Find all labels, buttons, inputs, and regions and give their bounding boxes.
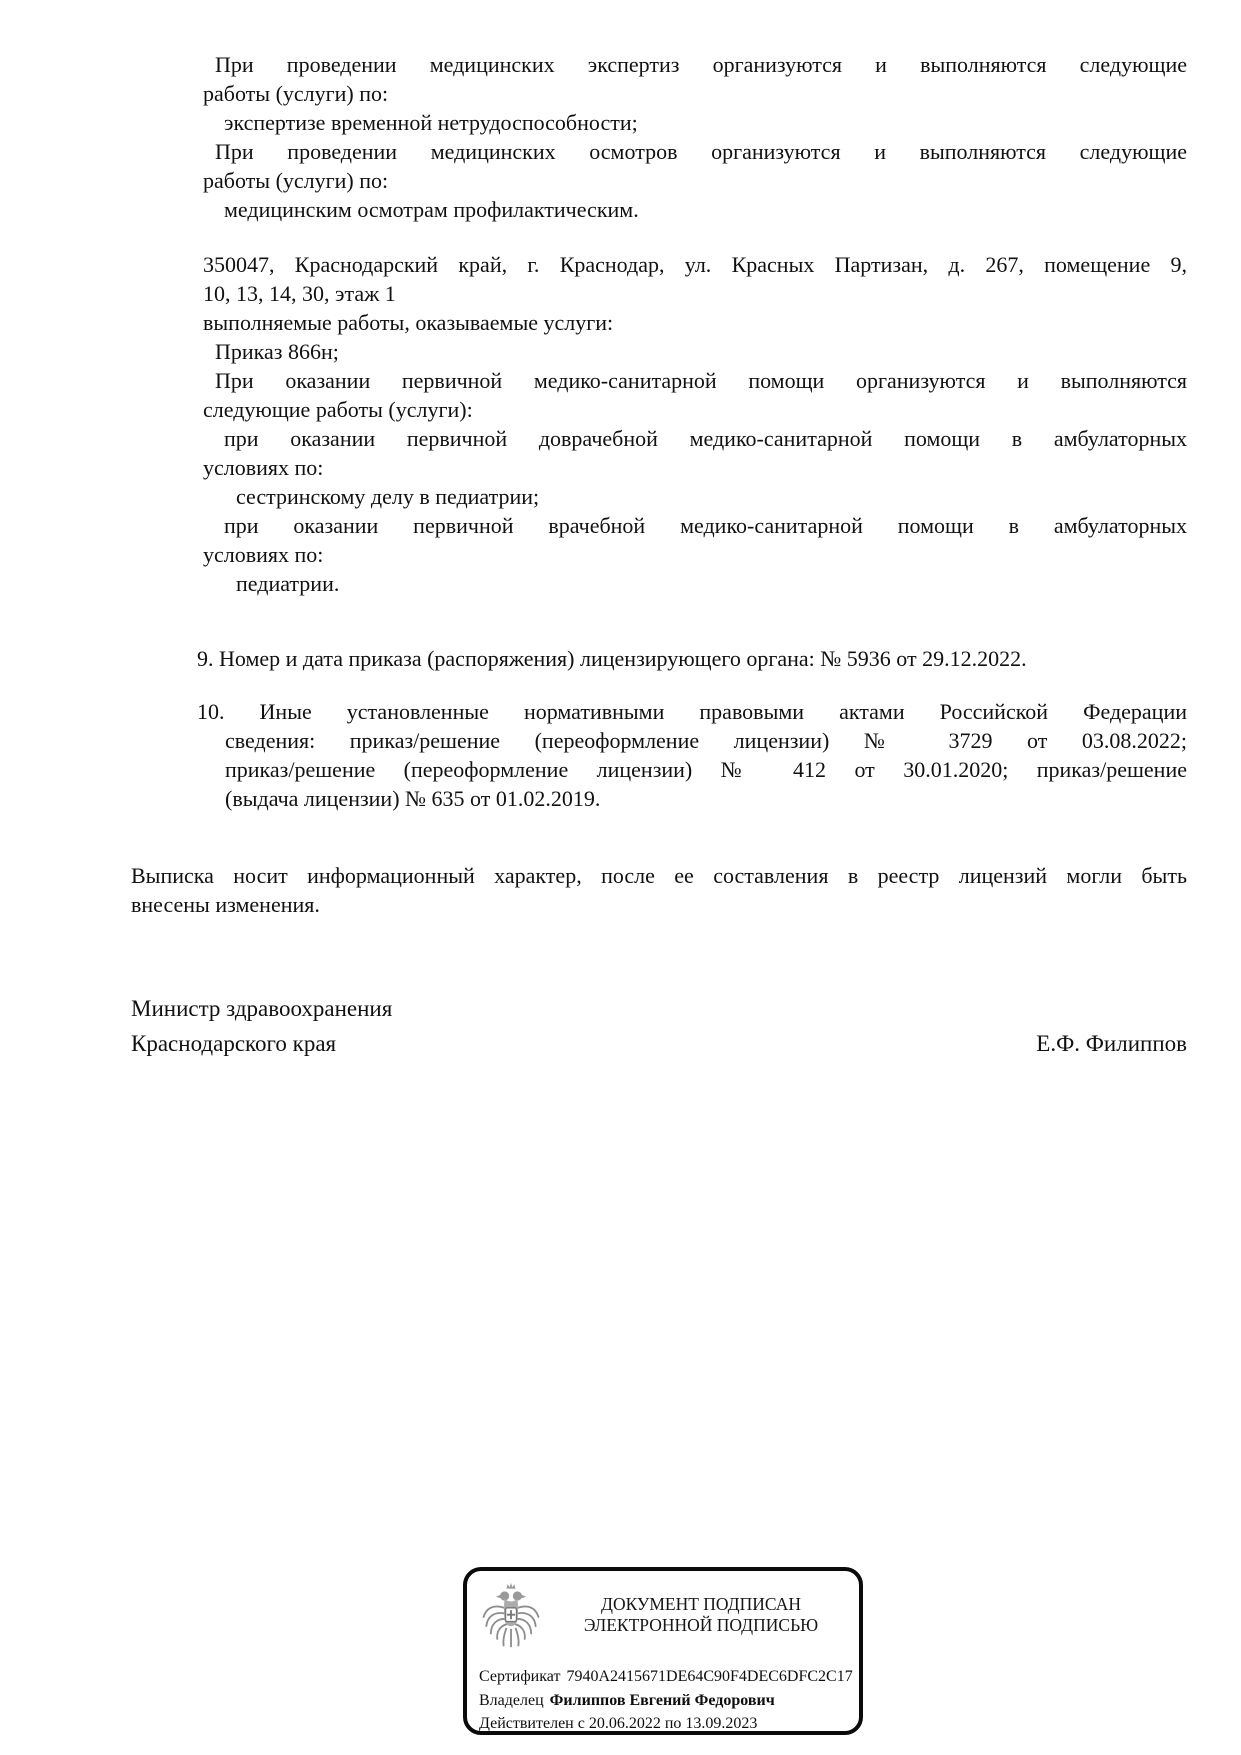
document-body xyxy=(131,50,1187,1061)
text-line: приказ/решение (переоформление лицензии) № 412 от 30.01.2020; приказ/решение xyxy=(225,757,1187,782)
roszdravnadzor-emblem-icon xyxy=(479,1579,543,1655)
stamp-title-line2: ЭЛЕКТРОННОЙ ПОДПИСЬЮ xyxy=(583,1615,819,1635)
paragraph xyxy=(131,137,1187,195)
paragraph xyxy=(131,861,1187,919)
text-line: (выдача лицензии) № 635 от 01.02.2019. xyxy=(225,786,601,811)
paragraph xyxy=(131,195,1187,224)
text-line: работы (услуги) по: xyxy=(203,81,389,106)
certificate-line xyxy=(479,1665,853,1689)
text-line: 10. Иные установленные нормативными правовыми актами Российской Федерации xyxy=(197,699,1187,724)
owner-line xyxy=(479,1689,847,1713)
paragraph xyxy=(131,569,1187,598)
paragraph xyxy=(131,644,1187,673)
certificate-label: Сертификат xyxy=(479,1668,561,1685)
signatory-title-line2: Краснодарского края xyxy=(131,1031,337,1056)
signatory-title-line1: Министр здравоохранения xyxy=(131,996,393,1021)
text-line: медицинским осмотрам профилактическим. xyxy=(224,197,639,222)
signatory-title xyxy=(131,991,392,1061)
paragraph xyxy=(131,366,1187,424)
stamp-details xyxy=(479,1665,853,1735)
paragraph xyxy=(131,697,1187,813)
text-line: 350047, Краснодарский край, г. Краснодар, ул. Красных Партизан, д. 267, помещение 9, xyxy=(203,252,1187,277)
paragraph xyxy=(131,50,1187,108)
paragraph xyxy=(131,424,1187,482)
paragraph xyxy=(131,250,1187,308)
text-line: При проведении медицинских осмотров организуются и выполняются следующие xyxy=(215,139,1187,164)
signature-block xyxy=(131,991,1187,1061)
stamp-title-line1: ДОКУМЕНТ ПОДПИСАН xyxy=(601,1594,801,1614)
text-line: При проведении медицинских экспертиз организуются и выполняются следующие xyxy=(215,52,1187,77)
owner-label: Владелец xyxy=(479,1691,544,1709)
text-line: при оказании первичной врачебной медико-санитарной помощи в амбулаторных xyxy=(224,513,1187,538)
text-line: 10, 13, 14, 30, этаж 1 xyxy=(203,281,396,306)
text-line: педиатрии. xyxy=(236,571,340,596)
text-line: Выписка носит информационный характер, после ее составления в реестр лицензий могли быть xyxy=(131,863,1187,888)
text-line: условиях по: xyxy=(203,542,324,567)
text-line: экспертизе временной нетрудоспособности; xyxy=(224,110,638,135)
text-line: При оказании первичной медико-санитарной помощи организуются и выполняются xyxy=(215,368,1187,393)
text-line: 9. Номер и дата приказа (распоряжения) лицензирующего органа: № 5936 от 29.12.2022. xyxy=(197,646,1027,671)
text-line: работы (услуги) по: xyxy=(203,168,389,193)
paragraph xyxy=(131,337,1187,366)
paragraph xyxy=(131,482,1187,511)
paragraph xyxy=(131,108,1187,137)
text-line: сестринскому делу в педиатрии; xyxy=(236,484,540,509)
digital-signature-stamp xyxy=(463,1567,863,1735)
text-line: сведения: приказ/решение (переоформление лицензии) № 3729 от 03.08.2022; xyxy=(225,728,1187,753)
stamp-header xyxy=(479,1579,847,1661)
text-line: внесены изменения. xyxy=(131,892,320,917)
paragraph xyxy=(131,511,1187,569)
owner-value: Филиппов Евгений Федорович xyxy=(549,1691,775,1709)
text-line: следующие работы (услуги): xyxy=(203,397,473,422)
validity-line: Действителен с 20.06.2022 по 13.09.2023 xyxy=(479,1715,758,1732)
paragraph xyxy=(131,308,1187,337)
text-line: условиях по: xyxy=(203,455,324,480)
stamp-title xyxy=(555,1579,847,1661)
certificate-value: 7940A2415671DE64C90F4DEC6DFC2C17 xyxy=(566,1668,853,1685)
text-line: при оказании первичной доврачебной медико-санитарной помощи в амбулаторных xyxy=(224,426,1187,451)
text-line: Приказ 866н; xyxy=(215,339,339,364)
text-line: выполняемые работы, оказываемые услуги: xyxy=(203,310,614,335)
signatory-name: Е.Ф. Филиппов xyxy=(1036,1031,1187,1056)
